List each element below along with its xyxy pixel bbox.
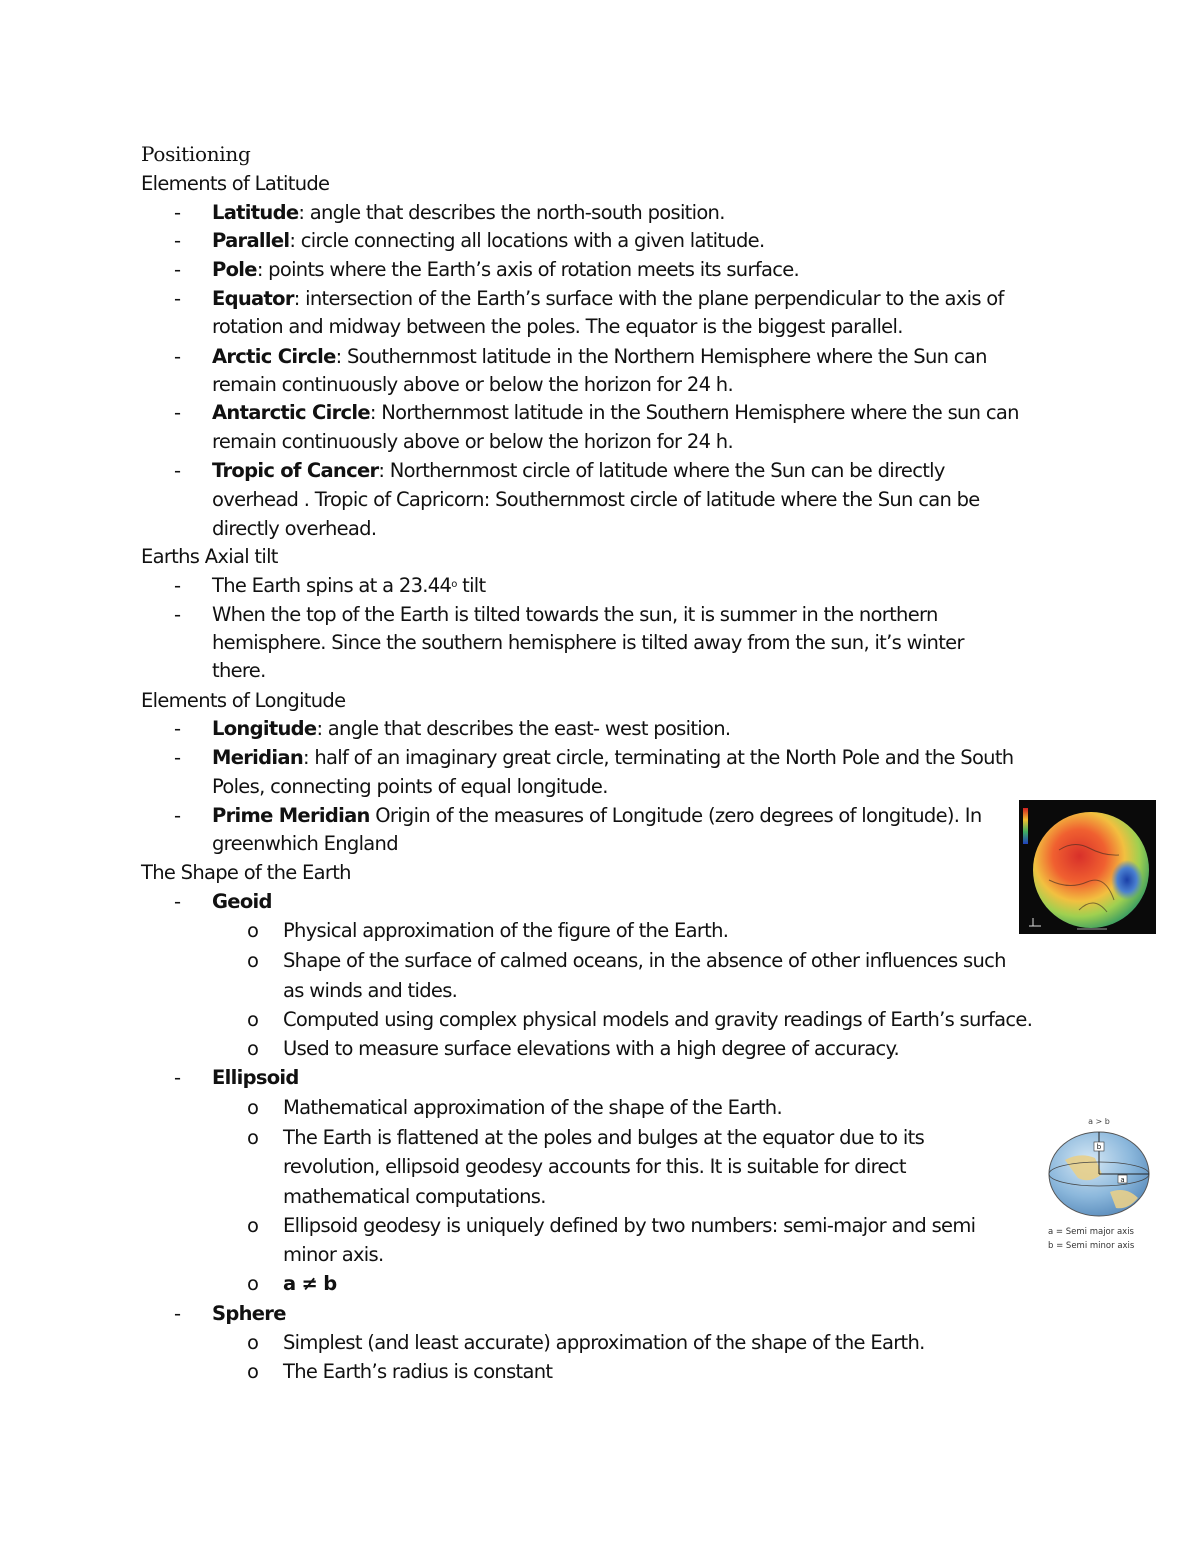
list-item-meridian-cont: Poles, connecting points of equal longitude. (212, 775, 608, 798)
sub-item-ellipsoid-4: a ≠ b (283, 1272, 337, 1295)
dash-marker: - (174, 804, 182, 827)
list-item-antarctic-cont: remain continuously above or below the horizon for 24 h. (212, 430, 733, 453)
page-title: Positioning (141, 142, 251, 166)
ellipsoid-diagram-image (1040, 1112, 1158, 1254)
sub-item-sphere-2: The Earth’s radius is constant (283, 1360, 553, 1383)
list-item-equator-cont: rotation and midway between the poles. The equator is the biggest parallel. (212, 315, 903, 338)
circle-marker: o (247, 1214, 259, 1237)
circle-marker: o (247, 1037, 259, 1060)
section-heading-tilt: Earths Axial tilt (141, 545, 278, 568)
circle-marker: o (247, 1360, 259, 1383)
list-item-pole: Pole: points where the Earth’s axis of rotation meets its surface. (212, 258, 800, 281)
sub-item-geoid-1: Physical approximation of the figure of the Earth. (283, 919, 729, 942)
list-item-arctic: Arctic Circle: Southernmost latitude in the Northern Hemisphere where the Sun can (212, 345, 987, 368)
list-item-longitude: Longitude: angle that describes the east- west position. (212, 717, 731, 740)
sub-item-geoid-3: Computed using complex physical models and gravity readings of Earth’s surface. (283, 1008, 1033, 1031)
circle-marker: o (247, 949, 259, 972)
list-item-tilt-seasons-cont: hemisphere. Since the southern hemisphere is tilted away from the sun, it’s winter (212, 631, 964, 654)
dash-marker: - (174, 401, 182, 424)
geoid-globe-image (1019, 800, 1156, 934)
list-item-latitude: Latitude: angle that describes the north-south position. (212, 201, 725, 224)
list-item-tropic-cont2: directly overhead. (212, 517, 377, 540)
circle-marker: o (247, 1272, 259, 1295)
dash-marker: - (174, 746, 182, 769)
dash-marker: - (174, 287, 182, 310)
ellipsoid-top-label: a > b (1088, 1117, 1110, 1126)
list-item-prime-meridian-cont: greenwhich England (212, 832, 398, 855)
sub-item-geoid-2-cont: as winds and tides. (283, 979, 458, 1002)
list-item-antarctic: Antarctic Circle: Northernmost latitude in the Southern Hemisphere where the sun can (212, 401, 1019, 424)
dash-marker: - (174, 717, 182, 740)
sub-item-geoid-2: Shape of the surface of calmed oceans, in the absence of other influences such (283, 949, 1006, 972)
list-item-prime-meridian: Prime Meridian Origin of the measures of Longitude (zero degrees of longitude). In (212, 804, 982, 827)
section-heading-latitude: Elements of Latitude (141, 172, 330, 195)
list-item-ellipsoid: Ellipsoid (212, 1066, 299, 1089)
dash-marker: - (174, 345, 182, 368)
sub-item-sphere-1: Simplest (and least accurate) approximation of the shape of the Earth. (283, 1331, 925, 1354)
list-item-tilt-seasons: When the top of the Earth is tilted towards the sun, it is summer in the northern (212, 603, 938, 626)
list-item-meridian: Meridian: half of an imaginary great circle, terminating at the North Pole and the South (212, 746, 1014, 769)
sub-item-ellipsoid-3: Ellipsoid geodesy is uniquely defined by two numbers: semi-major and semi (283, 1214, 976, 1237)
list-item-equator: Equator: intersection of the Earth’s surface with the plane perpendicular to the axis of (212, 287, 1004, 310)
section-heading-shape: The Shape of the Earth (141, 861, 351, 884)
sub-item-ellipsoid-2-cont: revolution, ellipsoid geodesy accounts for this. It is suitable for direct (283, 1155, 906, 1178)
circle-marker: o (247, 1096, 259, 1119)
section-heading-longitude: Elements of Longitude (141, 689, 346, 712)
sub-item-geoid-4: Used to measure surface elevations with a high degree of accuracy. (283, 1037, 900, 1060)
sub-item-ellipsoid-1: Mathematical approximation of the shape of the Earth. (283, 1096, 782, 1119)
dash-marker: - (174, 229, 182, 252)
sub-item-ellipsoid-3-cont: minor axis. (283, 1243, 384, 1266)
sub-item-ellipsoid-2-cont2: mathematical computations. (283, 1185, 546, 1208)
dash-marker: - (174, 1066, 182, 1089)
circle-marker: o (247, 1331, 259, 1354)
circle-marker: o (247, 1008, 259, 1031)
list-item-tropic-cont: overhead . Tropic of Capricorn: Southernmost circle of latitude where the Sun can be (212, 488, 980, 511)
dash-marker: - (174, 201, 182, 224)
ellipsoid-label-a: a (1120, 1176, 1125, 1184)
ellipsoid-legend-b: b = Semi minor axis (1048, 1241, 1135, 1251)
sub-item-ellipsoid-2: The Earth is flattened at the poles and bulges at the equator due to its (283, 1126, 925, 1149)
list-item-tilt-seasons-cont2: there. (212, 659, 266, 682)
list-item-arctic-cont: remain continuously above or below the horizon for 24 h. (212, 373, 733, 396)
list-item-parallel: Parallel: circle connecting all locations with a given latitude. (212, 229, 765, 252)
ellipsoid-legend-a: a = Semi major axis (1048, 1227, 1134, 1237)
list-item-tropic: Tropic of Cancer: Northernmost circle of latitude where the Sun can be directly (212, 459, 945, 482)
dash-marker: - (174, 890, 182, 913)
list-item-tilt-angle: The Earth spins at a 23.44$^o$ tilt (212, 574, 486, 597)
list-item-geoid: Geoid (212, 890, 272, 913)
ellipsoid-label-b: b (1096, 1143, 1102, 1151)
dash-marker: - (174, 459, 182, 482)
dash-marker: - (174, 1302, 182, 1325)
dash-marker: - (174, 574, 182, 597)
list-item-sphere: Sphere (212, 1302, 286, 1325)
dash-marker: - (174, 603, 182, 626)
dash-marker: - (174, 258, 182, 281)
circle-marker: o (247, 1126, 259, 1149)
circle-marker: o (247, 919, 259, 942)
